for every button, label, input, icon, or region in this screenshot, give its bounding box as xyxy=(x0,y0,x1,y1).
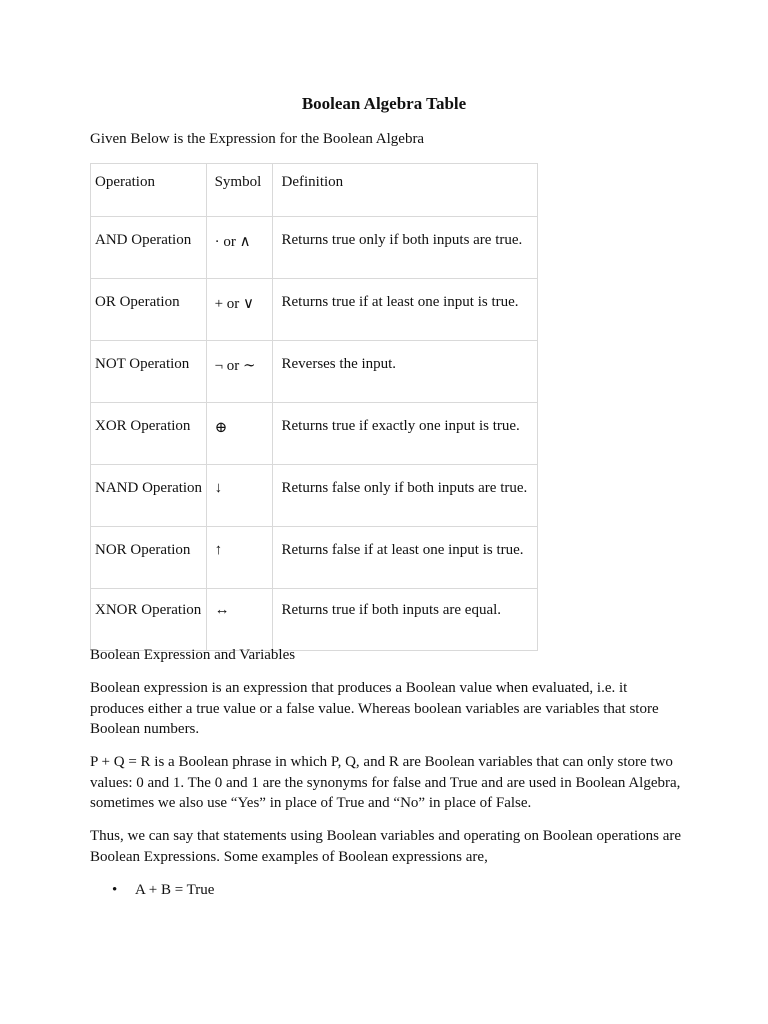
table-row xyxy=(91,589,538,651)
header-symbol: Symbol xyxy=(206,164,272,217)
definition-cell: Reverses the input. xyxy=(272,341,538,403)
boolean-operations-table xyxy=(90,163,538,651)
header-definition: Definition xyxy=(272,164,538,217)
table-row xyxy=(91,527,538,589)
paragraph: P + Q = R is a Boolean phrase in which P, Q, and R are Boolean variables that can only store two values: 0 and 1. The 0 and 1 are the synonyms for false and True and are used in Boolean Algebra, sometimes we also use “Yes” in place of True and “No” in place of False. xyxy=(90,754,681,812)
document-title: Boolean Algebra Table xyxy=(301,94,467,113)
table-row xyxy=(91,217,538,279)
table-row xyxy=(91,403,538,465)
examples-list xyxy=(90,880,214,900)
intro-text: Given Below is the Expression for the Boolean Algebra xyxy=(90,131,425,147)
operation-cell: OR Operation xyxy=(91,279,207,341)
table-row xyxy=(91,279,538,341)
section-heading: Boolean Expression and Variables xyxy=(90,647,296,663)
table-header-row xyxy=(91,164,538,217)
list-item xyxy=(90,880,214,900)
paragraph: Thus, we can say that statements using Boolean variables and operating on Boolean operations are Boolean Expressions. Some examples of Boolean expressions are, xyxy=(90,828,682,865)
symbol-cell: + or ∨ xyxy=(206,279,272,341)
header-operation: Operation xyxy=(91,164,207,217)
symbol-cell: ↔ xyxy=(206,589,272,651)
definition-cell: Returns false if at least one input is true. xyxy=(272,527,538,589)
definition-cell: Returns true if exactly one input is true. xyxy=(272,403,538,465)
table-row xyxy=(91,341,538,403)
symbol-cell: ⊕ xyxy=(206,403,272,465)
definition-cell: Returns true only if both inputs are true. xyxy=(272,217,538,279)
symbol-cell: · or ∧ xyxy=(206,217,272,279)
paragraph: Boolean expression is an expression that produces a Boolean value when evaluated, i.e. it produces either a true value or a false value. Whereas boolean variables are variables that store Boolean numbers. xyxy=(90,680,659,738)
operation-cell: AND Operation xyxy=(91,217,207,279)
bullet-icon: • xyxy=(112,882,118,898)
definition-cell: Returns true if both inputs are equal. xyxy=(272,589,538,651)
definition-cell: Returns false only if both inputs are true. xyxy=(272,465,538,527)
list-item-text: A + B = True xyxy=(135,882,215,898)
symbol-cell: ¬ or ∼ xyxy=(206,341,272,403)
operation-cell: NOR Operation xyxy=(91,527,207,589)
definition-cell: Returns true if at least one input is true. xyxy=(272,279,538,341)
symbol-cell: ↓ xyxy=(206,465,272,527)
operation-cell: XNOR Operation xyxy=(91,589,207,651)
table-row xyxy=(91,465,538,527)
symbol-cell: ↑ xyxy=(206,527,272,589)
operation-cell: NAND Operation xyxy=(91,465,207,527)
operation-cell: NOT Operation xyxy=(91,341,207,403)
operation-cell: XOR Operation xyxy=(91,403,207,465)
